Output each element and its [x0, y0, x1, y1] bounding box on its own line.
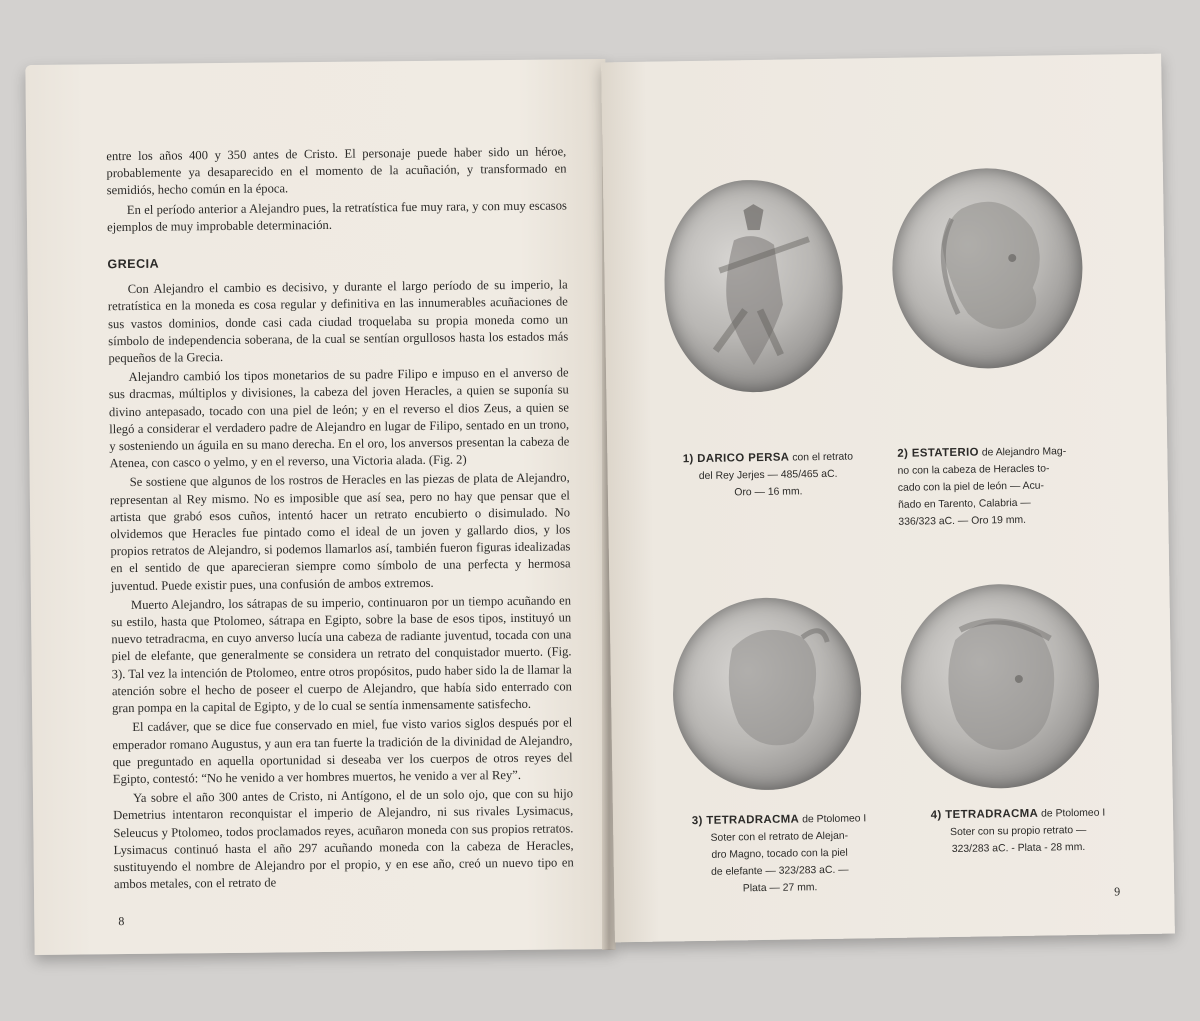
caption-3-title: 3) TETRADRACMA [691, 813, 800, 828]
caption-4-title: 4) TETRADRACMA [930, 807, 1039, 822]
right-page [601, 54, 1175, 943]
caption-2 [897, 442, 1113, 530]
caption-1 [665, 448, 871, 502]
caption-1-line: Oro — 16 mm. [734, 486, 803, 499]
paragraph: Ya sobre el año 300 antes de Cristo, ni Antígono, el de un solo ojo, que con su hijo Demetrius intentaron reconquistar el imperio de Alejandro, ni sus rivales Lysimacus, Seleucus y Ptolomeo, todos proclamados reyes, acuñaron moneda con sus propios retratos. Lysimacus continuó hasta el año 297 acuñando moneda con la cabeza de Heracles, sustituyendo el nombre de Alejandro por el propio, y en ese año, creó un nuevo tipo en ambos metales, con el retrato de [113, 786, 574, 892]
caption-3-line: de Ptolomeo I [802, 813, 867, 826]
intro-paragraph-1: entre los años 400 y 350 antes de Cristo. El personaje puede haber sido un héroe, probablemente ya desaparecido en el momento de la acuñación, y transformado en semidiós, hecho común en la época. [106, 144, 567, 198]
page-number-right: 9 [1114, 884, 1121, 899]
caption-1-line: del Rey Jerjes — 485/465 aC. [698, 468, 838, 482]
caption-2-line: ñado en Tarento, Calabria — [898, 497, 1031, 511]
left-page-text [106, 143, 574, 895]
caption-3 [679, 810, 880, 898]
caption-4 [913, 804, 1124, 858]
page-number-left: 8 [118, 914, 125, 929]
caption-1-line: con el retrato [792, 451, 854, 464]
intro-paragraph-2: En el período anterior a Alejandro pues, la retratística fue muy rara, y con muy escasos ejemplos de muy improbable determinación. [106, 198, 567, 235]
paragraph: Se sostiene que algunos de los rostros de Heracles en las piezas de plata de Alejandro, representan al Rey mismo. No es imposible que así sea, pero no hay que pensar que el artista que grabó esos cuños, intentó hacer un retrato encubierto o disimulado. No olvidemos que Heracles fue pintado como el ideal de un joven y gallardo dios, y los propios retratos de Alejandro, si podemos llamarlos así, también fueron figuras idealizadas en el sentido de que aparecieran siempre como símbolo de una perfecta y hermosa juventud. Puede existir pues, una confusión de ambos extremos. [109, 470, 571, 593]
booklet [18, 40, 1178, 960]
caption-4-line: Soter con su propio retrato — [950, 824, 1087, 839]
coin-1-image [663, 179, 844, 394]
paragraph: Alejandro cambió los tipos monetarios de su padre Filipo e impuso en el anverso de sus dracmas, múltiplos y divisiones, la cabeza del joven Heracles, a quien se suponía su divino antepasado, tocado con una piel de león; y en el reverso el dios Zeus, a quien se llegó a considerar el verdadero padre de Alejandro en lugar de Filipo, sentado en un trono, y sosteniendo un águila en su mano derecha. En el oro, los anversos presentan la cabeza de Atenea, con casco o yelmo, y en el reverso, una Victoria alada. (Fig. 2) [108, 365, 570, 471]
caption-2-line: no con la cabeza de Heracles to- [897, 463, 1050, 477]
paragraph: El cadáver, que se dice fue conservado en miel, fue visto varios siglos después por el emperador romano Augustus, y aun era tan fuerte la tradición de la divinidad de Alejandro, que preguntado en aquella oportunidad si deseaba ver los cuerpos de otros reyes del Egipto, contestó: “No he venido a ver hombres muertos, he venido a ver al Rey”. [112, 715, 573, 787]
paragraph: Muerto Alejandro, los sátrapas de su imperio, continuaron por un tiempo acuñando en su estilo, hasta que Ptolomeo, sátrapa en Egipto, sobre la base de esos tipos, instituyó un nuevo tetradracma, en cuyo anverso lucía una cabeza de radiante juventud, tocada con una piel de elefante, que generalmente se considera un retrato del conquistador muerto. (Fig. 3). Tal vez la intención de Ptolomeo, entre otros propósitos, pudo haber sido la de llamar la atención sobre el hecho de poseer el cuerpo de Alejandro, que había sido enterrado con gran pompa en la capital de Egipto, y de lo cual se sentía inmensamente satisfecho. [111, 593, 572, 716]
caption-1-title: 1) DARICO PERSA [682, 451, 790, 466]
caption-3-line: Soter con el retrato de Alejan- [710, 830, 849, 844]
caption-2-line: 336/323 aC. — Oro 19 mm. [898, 514, 1027, 528]
left-page [25, 59, 614, 955]
caption-4-line: de Ptolomeo I [1041, 807, 1106, 820]
paragraph: Con Alejandro el cambio es decisivo, y durante el largo período de su imperio, la retratística en la moneda es cosa regular y definitiva en las innumerables acuñaciones de sus vastos dominios, donde casi cada ciudad troquelaba su propia moneda como un símbolo de independencia soberana, de la cual se sentían orgullosos hasta los estados más pequeños de la Grecia. [107, 277, 569, 366]
caption-3-line: dro Magno, tocado con la piel [711, 847, 848, 861]
coin-4-image [899, 583, 1100, 790]
caption-2-line: cado con la piel de león — Acu- [897, 480, 1045, 494]
section-heading: GRECIA [107, 256, 160, 272]
coin-2-image [891, 167, 1084, 370]
caption-3-line: Plata — 27 mm. [742, 882, 818, 895]
caption-4-line: 323/283 aC. - Plata - 28 mm. [951, 841, 1086, 856]
caption-3-line: de elefante — 323/283 aC. — [711, 864, 849, 878]
caption-2-title: 2) ESTATERIO [897, 446, 979, 460]
caption-2-line: de Alejandro Mag- [981, 446, 1067, 459]
coin-3-image [672, 596, 863, 791]
